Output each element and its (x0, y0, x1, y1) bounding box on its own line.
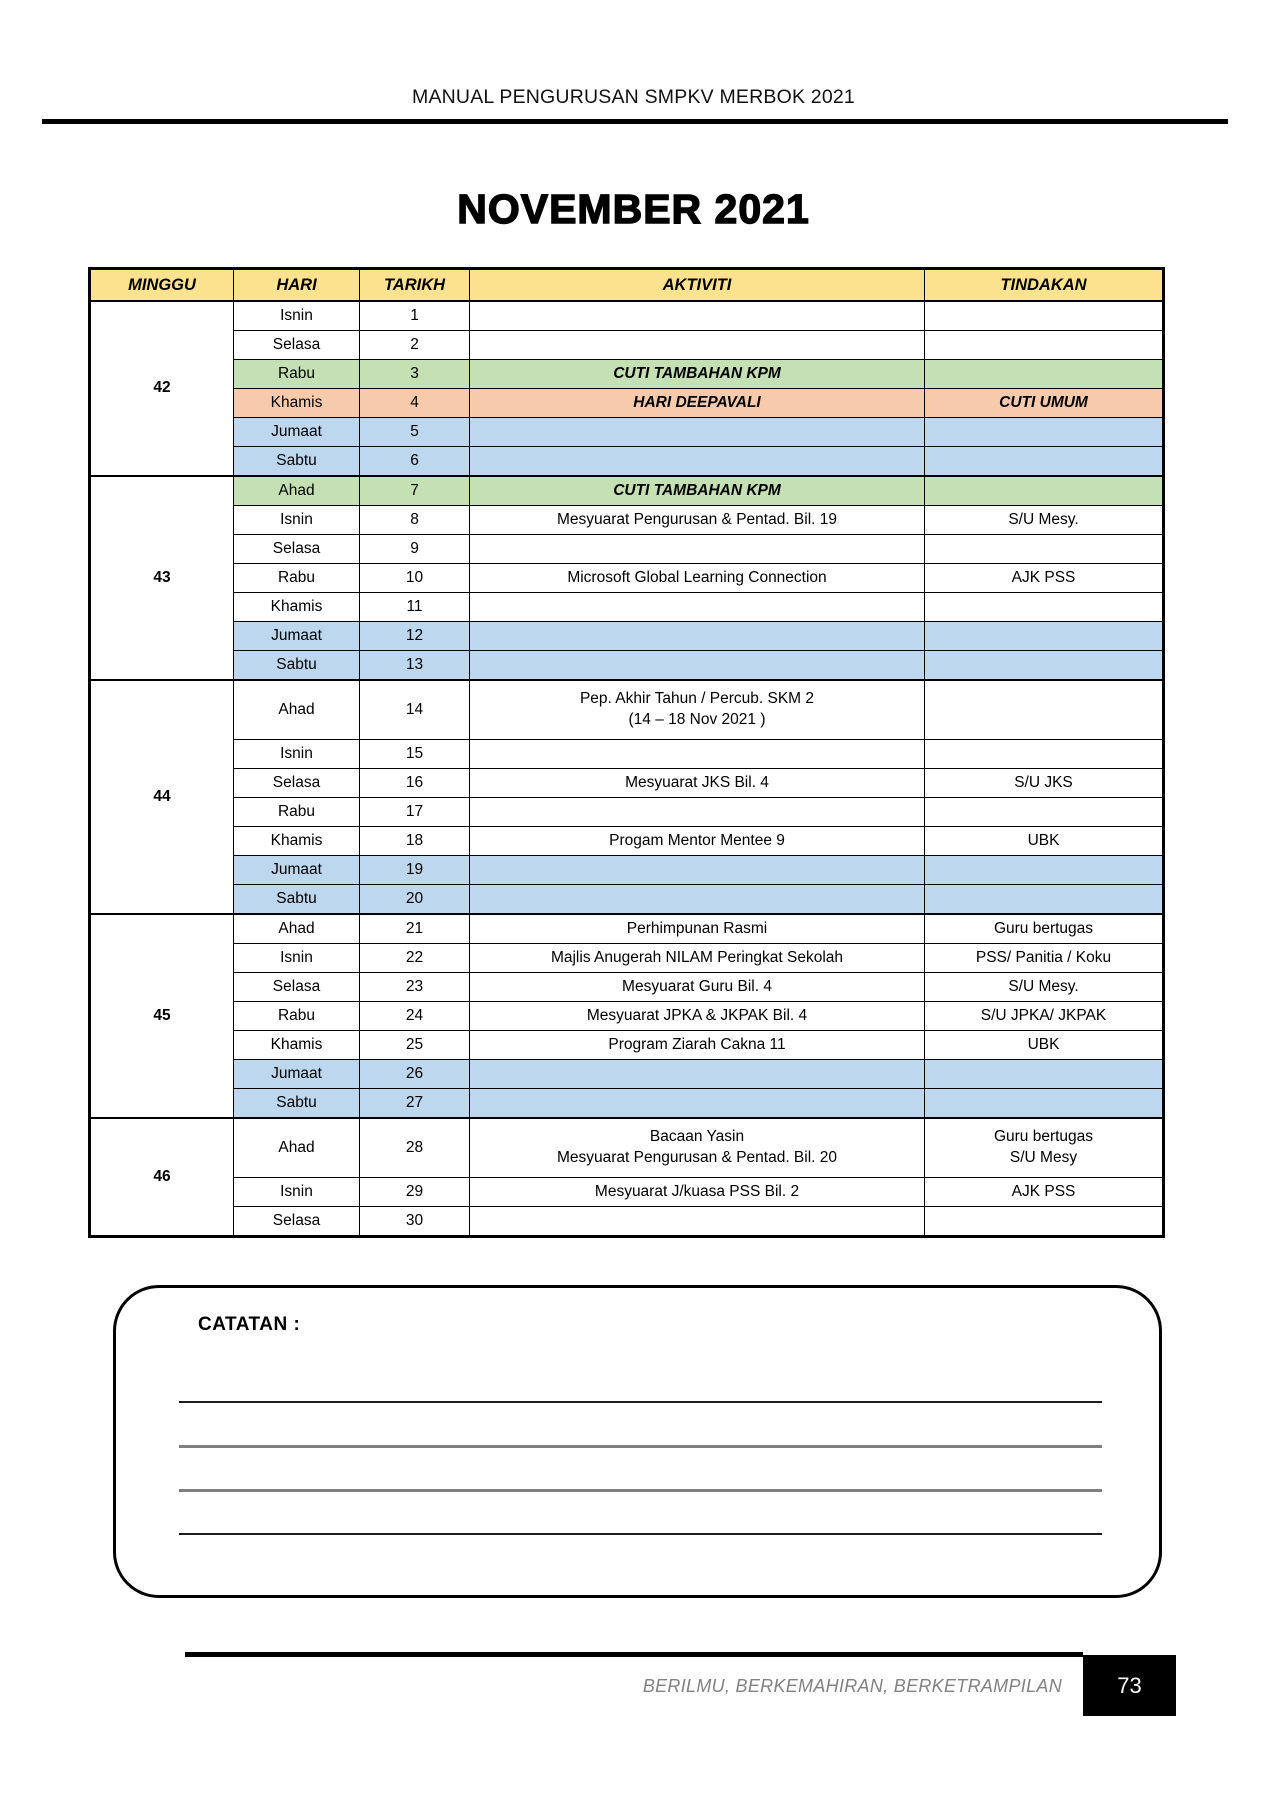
action-line: AJK PSS (1011, 568, 1076, 586)
week-number-cell: 46 (90, 1118, 234, 1237)
activity-cell (470, 856, 925, 885)
day-cell: Selasa (234, 1207, 360, 1237)
calendar-row (90, 827, 1164, 856)
footer-divider-line (185, 1652, 1083, 1657)
date-cell: 6 (360, 447, 470, 477)
activity-line: Perhimpunan Rasmi (626, 919, 768, 937)
action-line: Guru bertugas (993, 919, 1094, 937)
activity-line: Mesyuarat JPKA & JKPAK Bil. 4 (586, 1006, 808, 1024)
action-cell (925, 1178, 1164, 1207)
date-cell: 27 (360, 1089, 470, 1119)
action-line: UBK (1027, 831, 1060, 849)
date-cell: 8 (360, 506, 470, 535)
day-cell: Selasa (234, 331, 360, 360)
day-cell: Rabu (234, 1002, 360, 1031)
activity-cell (470, 360, 925, 389)
activity-cell (470, 944, 925, 973)
day-cell: Isnin (234, 301, 360, 331)
activity-cell (470, 1089, 925, 1119)
activity-cell (470, 535, 925, 564)
calendar-row (90, 506, 1164, 535)
activity-cell (470, 506, 925, 535)
calendar-row (90, 447, 1164, 477)
action-cell (925, 331, 1164, 360)
action-cell (925, 740, 1164, 769)
footer-motto: BERILMU, BERKEMAHIRAN, BERKETRAMPILAN (642, 1676, 1062, 1696)
action-line: AJK PSS (1011, 1182, 1076, 1200)
day-cell: Jumaat (234, 1060, 360, 1089)
action-line: UBK (1027, 1035, 1060, 1053)
activity-cell (470, 1031, 925, 1060)
date-cell: 29 (360, 1178, 470, 1207)
notes-box (113, 1285, 1162, 1598)
action-cell (925, 301, 1164, 331)
activity-cell (470, 593, 925, 622)
date-cell: 10 (360, 564, 470, 593)
date-cell: 18 (360, 827, 470, 856)
page-number: 73 (1117, 1672, 1142, 1698)
activity-line: CUTI TAMBAHAN KPM (613, 481, 781, 499)
activity-cell (470, 1118, 925, 1178)
day-cell: Sabtu (234, 885, 360, 915)
calendar-row (90, 301, 1164, 331)
note-ruled-line (179, 1445, 1102, 1448)
action-cell (925, 1207, 1164, 1237)
activity-cell (470, 740, 925, 769)
activity-line: Pep. Akhir Tahun / Percub. SKM 2 (579, 690, 815, 708)
action-cell (925, 535, 1164, 564)
action-cell (925, 1060, 1164, 1089)
calendar-row (90, 944, 1164, 973)
column-header: MINGGU (90, 269, 234, 302)
calendar-row (90, 1002, 1164, 1031)
day-cell: Sabtu (234, 1089, 360, 1119)
calendar-row (90, 1060, 1164, 1089)
day-cell: Jumaat (234, 622, 360, 651)
action-cell (925, 593, 1164, 622)
action-line: Guru bertugas (993, 1128, 1094, 1146)
day-cell: Jumaat (234, 856, 360, 885)
action-cell (925, 564, 1164, 593)
date-cell: 24 (360, 1002, 470, 1031)
calendar-row (90, 331, 1164, 360)
day-cell: Isnin (234, 740, 360, 769)
action-line: CUTI UMUM (999, 393, 1088, 411)
header-row (90, 269, 1164, 302)
date-cell: 9 (360, 535, 470, 564)
activity-line: Mesyuarat J/kuasa PSS Bil. 2 (594, 1182, 800, 1200)
date-cell: 12 (360, 622, 470, 651)
date-cell: 11 (360, 593, 470, 622)
action-cell (925, 622, 1164, 651)
action-line: S/U JKS (1014, 773, 1073, 791)
activity-line: Mesyuarat Pengurusan & Pentad. Bil. 20 (556, 1149, 838, 1166)
activity-cell (470, 564, 925, 593)
date-cell: 2 (360, 331, 470, 360)
note-ruled-line (179, 1533, 1102, 1535)
date-cell: 19 (360, 856, 470, 885)
activity-cell (470, 973, 925, 1002)
day-cell: Selasa (234, 535, 360, 564)
activity-cell (470, 827, 925, 856)
week-number-cell: 42 (90, 301, 234, 476)
action-cell (925, 651, 1164, 681)
date-cell: 4 (360, 389, 470, 418)
week-number-cell: 44 (90, 680, 234, 914)
action-cell (925, 885, 1164, 915)
day-cell: Sabtu (234, 651, 360, 681)
calendar-row (90, 593, 1164, 622)
date-cell: 22 (360, 944, 470, 973)
calendar-row (90, 1089, 1164, 1119)
action-cell (925, 944, 1164, 973)
activity-cell (470, 622, 925, 651)
calendar-row (90, 1207, 1164, 1237)
date-cell: 7 (360, 476, 470, 506)
note-ruled-line (179, 1489, 1102, 1492)
activity-cell (470, 418, 925, 447)
date-cell: 16 (360, 769, 470, 798)
action-line: S/U Mesy. (1008, 977, 1079, 995)
date-cell: 3 (360, 360, 470, 389)
activity-cell (470, 914, 925, 944)
day-cell: Selasa (234, 973, 360, 1002)
column-header: HARI (234, 269, 360, 302)
activity-line: Majlis Anugerah NILAM Peringkat Sekolah (550, 948, 844, 966)
day-cell: Khamis (234, 1031, 360, 1060)
action-line: S/U Mesy (1009, 1149, 1078, 1166)
date-cell: 14 (360, 680, 470, 740)
notes-label: CATATAN : (198, 1314, 301, 1335)
date-cell: 13 (360, 651, 470, 681)
activity-cell (470, 680, 925, 740)
action-line: S/U Mesy. (1008, 510, 1079, 528)
calendar-row (90, 418, 1164, 447)
activity-line: Mesyuarat Guru Bil. 4 (622, 977, 772, 995)
action-cell (925, 360, 1164, 389)
calendar-table-body (90, 301, 1164, 1237)
day-cell: Jumaat (234, 418, 360, 447)
activity-cell (470, 1060, 925, 1089)
date-cell: 17 (360, 798, 470, 827)
action-cell (925, 769, 1164, 798)
activity-cell (470, 476, 925, 506)
calendar-row (90, 1178, 1164, 1207)
column-header: TINDAKAN (925, 269, 1164, 302)
activity-cell (470, 331, 925, 360)
activity-line: Mesyuarat JKS Bil. 4 (625, 773, 769, 791)
date-cell: 30 (360, 1207, 470, 1237)
action-cell (925, 1089, 1164, 1119)
action-cell (925, 856, 1164, 885)
activity-line: CUTI TAMBAHAN KPM (613, 364, 781, 382)
date-cell: 28 (360, 1118, 470, 1178)
calendar-row (90, 769, 1164, 798)
activity-cell (470, 389, 925, 418)
page-title: NOVEMBER 2021 (457, 186, 810, 232)
action-line: PSS/ Panitia / Koku (975, 948, 1112, 966)
date-cell: 25 (360, 1031, 470, 1060)
activity-line: (14 – 18 Nov 2021 ) (628, 711, 766, 728)
action-cell (925, 1118, 1164, 1178)
action-cell (925, 973, 1164, 1002)
day-cell: Ahad (234, 914, 360, 944)
column-header: TARIKH (360, 269, 470, 302)
calendar-table-wrap (88, 267, 1162, 1238)
calendar-row (90, 885, 1164, 915)
action-cell (925, 506, 1164, 535)
activity-line: Microsoft Global Learning Connection (567, 568, 827, 586)
action-cell (925, 827, 1164, 856)
document-header-title: MANUAL PENGURUSAN SMPKV MERBOK 2021 (412, 86, 855, 108)
calendar-row (90, 535, 1164, 564)
day-cell: Sabtu (234, 447, 360, 477)
activity-line: Program Ziarah Cakna 11 (608, 1035, 786, 1053)
activity-cell (470, 1207, 925, 1237)
calendar-row (90, 389, 1164, 418)
week-number-cell: 43 (90, 476, 234, 680)
activity-line: Progam Mentor Mentee 9 (609, 831, 785, 849)
calendar-row (90, 856, 1164, 885)
week-number-cell: 45 (90, 914, 234, 1118)
day-cell: Rabu (234, 798, 360, 827)
action-cell (925, 914, 1164, 944)
day-cell: Khamis (234, 389, 360, 418)
calendar-row (90, 973, 1164, 1002)
day-cell: Isnin (234, 1178, 360, 1207)
day-cell: Rabu (234, 564, 360, 593)
day-cell: Selasa (234, 769, 360, 798)
day-cell: Khamis (234, 827, 360, 856)
date-cell: 5 (360, 418, 470, 447)
activity-cell (470, 447, 925, 477)
activity-cell (470, 651, 925, 681)
activity-cell (470, 1002, 925, 1031)
day-cell: Isnin (234, 506, 360, 535)
activity-cell (470, 798, 925, 827)
day-cell: Khamis (234, 593, 360, 622)
activity-cell (470, 885, 925, 915)
action-line: S/U JPKA/ JKPAK (980, 1006, 1107, 1024)
calendar-row (90, 740, 1164, 769)
date-cell: 1 (360, 301, 470, 331)
calendar-row (90, 1031, 1164, 1060)
action-cell (925, 1031, 1164, 1060)
action-cell (925, 798, 1164, 827)
calendar-row (90, 360, 1164, 389)
note-ruled-line (179, 1401, 1102, 1403)
action-cell (925, 1002, 1164, 1031)
day-cell: Rabu (234, 360, 360, 389)
action-cell (925, 476, 1164, 506)
calendar-row (90, 476, 1164, 506)
action-cell (925, 680, 1164, 740)
activity-line: Bacaan Yasin (649, 1128, 745, 1146)
activity-line: HARI DEEPAVALI (633, 393, 761, 411)
date-cell: 21 (360, 914, 470, 944)
activity-cell (470, 1178, 925, 1207)
action-cell (925, 447, 1164, 477)
page-number-box (1083, 1655, 1176, 1716)
day-cell: Ahad (234, 1118, 360, 1178)
activity-cell (470, 769, 925, 798)
date-cell: 23 (360, 973, 470, 1002)
action-cell (925, 418, 1164, 447)
calendar-table (88, 267, 1165, 1238)
calendar-row (90, 1118, 1164, 1178)
calendar-row (90, 798, 1164, 827)
day-cell: Ahad (234, 476, 360, 506)
calendar-row (90, 651, 1164, 681)
calendar-row (90, 564, 1164, 593)
calendar-row (90, 680, 1164, 740)
calendar-table-header (90, 269, 1164, 302)
calendar-row (90, 622, 1164, 651)
activity-cell (470, 301, 925, 331)
day-cell: Ahad (234, 680, 360, 740)
date-cell: 15 (360, 740, 470, 769)
action-cell (925, 389, 1164, 418)
day-cell: Isnin (234, 944, 360, 973)
activity-line: Mesyuarat Pengurusan & Pentad. Bil. 19 (556, 510, 838, 528)
date-cell: 20 (360, 885, 470, 915)
column-header: AKTIVITI (470, 269, 925, 302)
header-divider-line (42, 119, 1228, 124)
calendar-row (90, 914, 1164, 944)
date-cell: 26 (360, 1060, 470, 1089)
